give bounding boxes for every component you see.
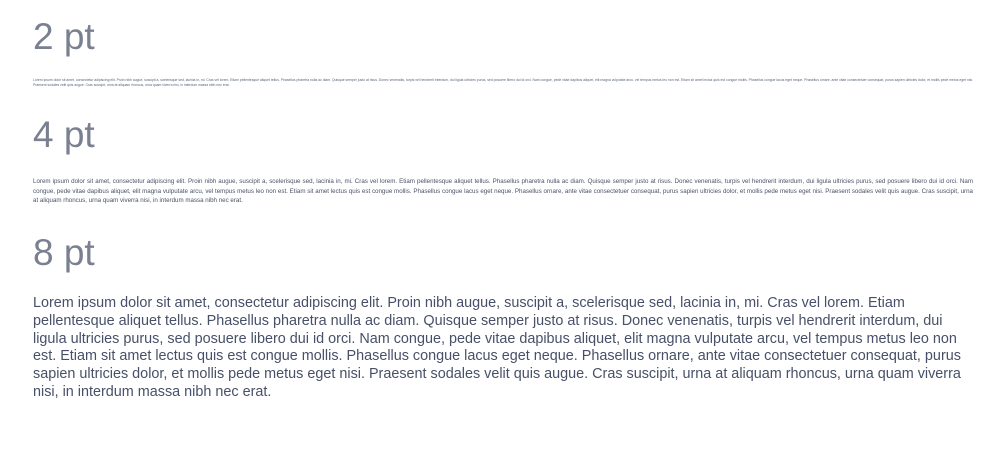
sample-paragraph-8pt: Lorem ipsum dolor sit amet, consectetur adipiscing elit. Proin nibh augue, suscipit a, scelerisque sed, lacinia in, mi. Cras vel lorem. Etiam pellentesque aliquet tellus. Phasellus pharetra nulla ac diam. Quisque semper justo at risus. Donec venenatis, turpis vel hendrerit interdum, dui ligula ultricies purus, sed posuere libero dui id orci. Nam congue, pede vitae dapibus aliquet, elit magna vulputate arcu, vel tempus metus leo non est. Etiam sit amet lectus quis est congue mollis. Phasellus congue lacus eget neque. Phasellus ornare, ante vitae consectetuer consequat, purus sapien ultricies dolor, et mollis pede metus eget nisi. Praesent sodales velit quis augue. Cras suscipit, urna at aliquam rhoncus, urna quam viverra nisi, in interdum massa nibh nec erat.: [33, 295, 961, 400]
section-heading-4pt: 4 pt: [33, 114, 95, 155]
section-heading-8pt: 8 pt: [33, 232, 95, 273]
sample-paragraph-2pt: Lorem ipsum dolor sit amet, consectetur adipiscing elit. Proin nibh augue, suscipit a, scelerisque sed, lacinia in, mi. Cras vel lorem. Etiam pellentesque aliquet tellus. Phasellus pharetra nulla ac diam. Quisque semper justo at risus. Donec venenatis, turpis vel hendrerit interdum, dui ligula ultricies purus, sed posuere libero dui id orci. Nam congue, pede vitae dapibus aliquet, elit magna vulputate arcu, vel tempus metus leo non est. Etiam sit amet lectus quis est congue mollis. Phasellus congue lacus eget neque. Phasellus ornare, ante vitae consectetuer consequat, purus sapien ultricies dolor, et mollis pede metus eget nisi. Praesent sodales velit quis augue. Cras suscipit, urna at aliquam rhoncus, urna quam viverra nisi, in interdum massa nibh nec erat.: [33, 78, 973, 87]
section-heading-2pt: 2 pt: [33, 16, 95, 57]
sample-paragraph-4pt: Lorem ipsum dolor sit amet, consectetur adipiscing elit. Proin nibh augue, suscipit a, scelerisque sed, lacinia in, mi. Cras vel lorem. Etiam pellentesque aliquet tellus. Phasellus pharetra nulla ac diam. Quisque semper justo at risus. Donec venenatis, turpis vel hendrerit interdum, dui ligula ultricies purus, sed posuere libero dui id orci. Nam congue, pede vitae dapibus aliquet, elit magna vulputate arcu, vel tempus metus leo non est. Etiam sit amet lectus quis est congue mollis. Phasellus congue lacus eget neque. Phasellus ornare, ante vitae consectetuer consequat, purus sapien ultricies dolor, et mollis pede metus eget nisi. Praesent sodales velit quis augue. Cras suscipit, urna at aliquam rhoncus, urna quam viverra nisi, in interdum massa nibh nec erat.: [33, 178, 973, 205]
